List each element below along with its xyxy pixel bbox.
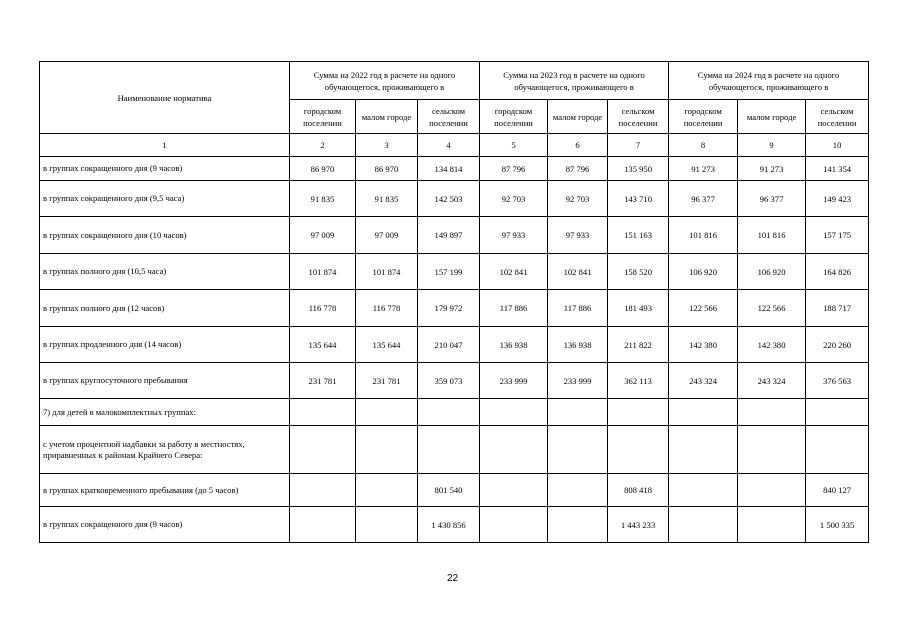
value-cell: 243 324 <box>669 363 738 399</box>
value-cell: 97 933 <box>480 217 548 254</box>
value-cell <box>356 399 418 426</box>
column-number: 6 <box>548 134 608 157</box>
value-cell: 136 938 <box>548 327 608 363</box>
value-cell <box>608 426 669 474</box>
value-cell <box>806 426 869 474</box>
value-cell: 233 999 <box>548 363 608 399</box>
value-cell: 117 886 <box>480 290 548 327</box>
value-cell: 135 950 <box>608 157 669 181</box>
value-cell <box>480 507 548 543</box>
subheader-rural: сельском поселении <box>418 100 480 134</box>
value-cell <box>738 507 806 543</box>
value-cell: 135 644 <box>290 327 356 363</box>
value-cell <box>669 426 738 474</box>
value-cell: 102 841 <box>548 254 608 290</box>
table-row <box>40 217 869 254</box>
value-cell <box>548 474 608 507</box>
column-number: 10 <box>806 134 869 157</box>
value-cell: 157 175 <box>806 217 869 254</box>
value-cell: 87 796 <box>480 157 548 181</box>
value-cell: 86 970 <box>290 157 356 181</box>
value-cell <box>290 507 356 543</box>
row-label: в группах продленного дня (14 часов) <box>40 327 290 363</box>
table-row <box>40 474 869 507</box>
value-cell: 149 897 <box>418 217 480 254</box>
value-cell <box>356 426 418 474</box>
column-number: 8 <box>669 134 738 157</box>
value-cell: 122 566 <box>738 290 806 327</box>
normatives-table <box>39 61 869 543</box>
column-number: 9 <box>738 134 806 157</box>
row-label: 7) для детей в малокомплектных группах: <box>40 399 290 426</box>
column-number: 5 <box>480 134 548 157</box>
value-cell: 142 380 <box>669 327 738 363</box>
table-row <box>40 327 869 363</box>
value-cell: 92 703 <box>548 181 608 217</box>
value-cell: 143 710 <box>608 181 669 217</box>
value-cell: 102 841 <box>480 254 548 290</box>
value-cell <box>669 399 738 426</box>
value-cell <box>806 399 869 426</box>
value-cell: 243 324 <box>738 363 806 399</box>
value-cell: 376 563 <box>806 363 869 399</box>
row-label: в группах сокращенного дня (10 часов) <box>40 217 290 254</box>
value-cell: 106 920 <box>669 254 738 290</box>
value-cell <box>480 399 548 426</box>
value-cell: 116 778 <box>356 290 418 327</box>
value-cell: 136 938 <box>480 327 548 363</box>
column-number: 4 <box>418 134 480 157</box>
value-cell: 359 073 <box>418 363 480 399</box>
value-cell <box>548 399 608 426</box>
value-cell: 211 822 <box>608 327 669 363</box>
value-cell <box>548 507 608 543</box>
table-row <box>40 290 869 327</box>
value-cell <box>290 399 356 426</box>
value-cell: 808 418 <box>608 474 669 507</box>
value-cell <box>356 507 418 543</box>
value-cell <box>290 474 356 507</box>
subheader-small-town: малом городе <box>548 100 608 134</box>
value-cell <box>608 399 669 426</box>
table-row <box>40 426 869 474</box>
value-cell: 101 816 <box>738 217 806 254</box>
value-cell: 101 874 <box>356 254 418 290</box>
value-cell: 97 009 <box>290 217 356 254</box>
value-cell: 96 377 <box>669 181 738 217</box>
row-label: в группах круглосуточного пребывания <box>40 363 290 399</box>
page-number: 22 <box>446 573 459 584</box>
table-row <box>40 181 869 217</box>
value-cell: 142 503 <box>418 181 480 217</box>
value-cell: 116 778 <box>290 290 356 327</box>
row-label: в группах сокращенного дня (9,5 часа) <box>40 181 290 217</box>
value-cell: 233 999 <box>480 363 548 399</box>
name-column-header: Наименование норматива <box>40 62 290 134</box>
value-cell: 142 380 <box>738 327 806 363</box>
value-cell <box>738 474 806 507</box>
value-cell: 117 886 <box>548 290 608 327</box>
value-cell: 141 354 <box>806 157 869 181</box>
value-cell <box>290 426 356 474</box>
row-label: в группах сокращенного дня (9 часов) <box>40 507 290 543</box>
value-cell: 106 920 <box>738 254 806 290</box>
value-cell <box>548 426 608 474</box>
row-label: в группах кратковременного пребывания (до 5 часов) <box>40 474 290 507</box>
subheader-rural: сельском поселении <box>608 100 669 134</box>
table-body <box>40 157 869 543</box>
value-cell <box>480 474 548 507</box>
value-cell: 91 273 <box>669 157 738 181</box>
value-cell: 149 423 <box>806 181 869 217</box>
value-cell: 179 972 <box>418 290 480 327</box>
value-cell: 1 443 233 <box>608 507 669 543</box>
value-cell: 91 835 <box>290 181 356 217</box>
value-cell: 151 163 <box>608 217 669 254</box>
value-cell: 87 796 <box>548 157 608 181</box>
subheader-small-town: малом городе <box>738 100 806 134</box>
value-cell: 231 781 <box>356 363 418 399</box>
row-label: в группах сокращенного дня (9 часов) <box>40 157 290 181</box>
value-cell: 801 540 <box>418 474 480 507</box>
table-row <box>40 254 869 290</box>
value-cell: 97 009 <box>356 217 418 254</box>
value-cell: 101 816 <box>669 217 738 254</box>
value-cell: 134 814 <box>418 157 480 181</box>
value-cell: 1 500 335 <box>806 507 869 543</box>
value-cell: 101 874 <box>290 254 356 290</box>
table-row <box>40 363 869 399</box>
value-cell: 231 781 <box>290 363 356 399</box>
value-cell <box>669 474 738 507</box>
value-cell: 122 566 <box>669 290 738 327</box>
value-cell: 164 826 <box>806 254 869 290</box>
value-cell: 181 493 <box>608 290 669 327</box>
value-cell <box>418 399 480 426</box>
value-cell: 91 835 <box>356 181 418 217</box>
value-cell: 1 430 856 <box>418 507 480 543</box>
value-cell: 840 127 <box>806 474 869 507</box>
value-cell: 135 644 <box>356 327 418 363</box>
value-cell: 96 377 <box>738 181 806 217</box>
value-cell <box>418 426 480 474</box>
table-row <box>40 507 869 543</box>
column-number: 3 <box>356 134 418 157</box>
value-cell: 92 703 <box>480 181 548 217</box>
value-cell <box>738 399 806 426</box>
subheader-urban: городском поселении <box>669 100 738 134</box>
value-cell: 97 933 <box>548 217 608 254</box>
year-2022-header: Сумма на 2022 год в расчете на одного обучающегося, проживающего в <box>290 62 480 100</box>
value-cell <box>669 507 738 543</box>
row-label: в группах полного дня (10,5 часа) <box>40 254 290 290</box>
table-row <box>40 399 869 426</box>
value-cell: 91 273 <box>738 157 806 181</box>
subheader-urban: городском поселении <box>290 100 356 134</box>
subheader-rural: сельском поселении <box>806 100 869 134</box>
value-cell: 188 717 <box>806 290 869 327</box>
value-cell: 220 260 <box>806 327 869 363</box>
value-cell: 157 199 <box>418 254 480 290</box>
subheader-small-town: малом городе <box>356 100 418 134</box>
value-cell: 158 520 <box>608 254 669 290</box>
table-row <box>40 157 869 181</box>
value-cell: 86 970 <box>356 157 418 181</box>
row-label: в группах полного дня (12 часов) <box>40 290 290 327</box>
column-number: 1 <box>40 134 290 157</box>
subheader-urban: городском поселении <box>480 100 548 134</box>
value-cell <box>480 426 548 474</box>
value-cell: 362 113 <box>608 363 669 399</box>
year-2023-header: Сумма на 2023 год в расчете на одного обучающегося, проживающего в <box>480 62 669 100</box>
value-cell <box>738 426 806 474</box>
value-cell <box>356 474 418 507</box>
year-2024-header: Сумма на 2024 год в расчете на одного обучающегося, проживающего в <box>669 62 869 100</box>
value-cell: 210 047 <box>418 327 480 363</box>
column-number: 2 <box>290 134 356 157</box>
row-label: с учетом процентной надбавки за работу в местностях, приравненных к районам Крайнего Севера: <box>40 426 290 474</box>
column-number: 7 <box>608 134 669 157</box>
